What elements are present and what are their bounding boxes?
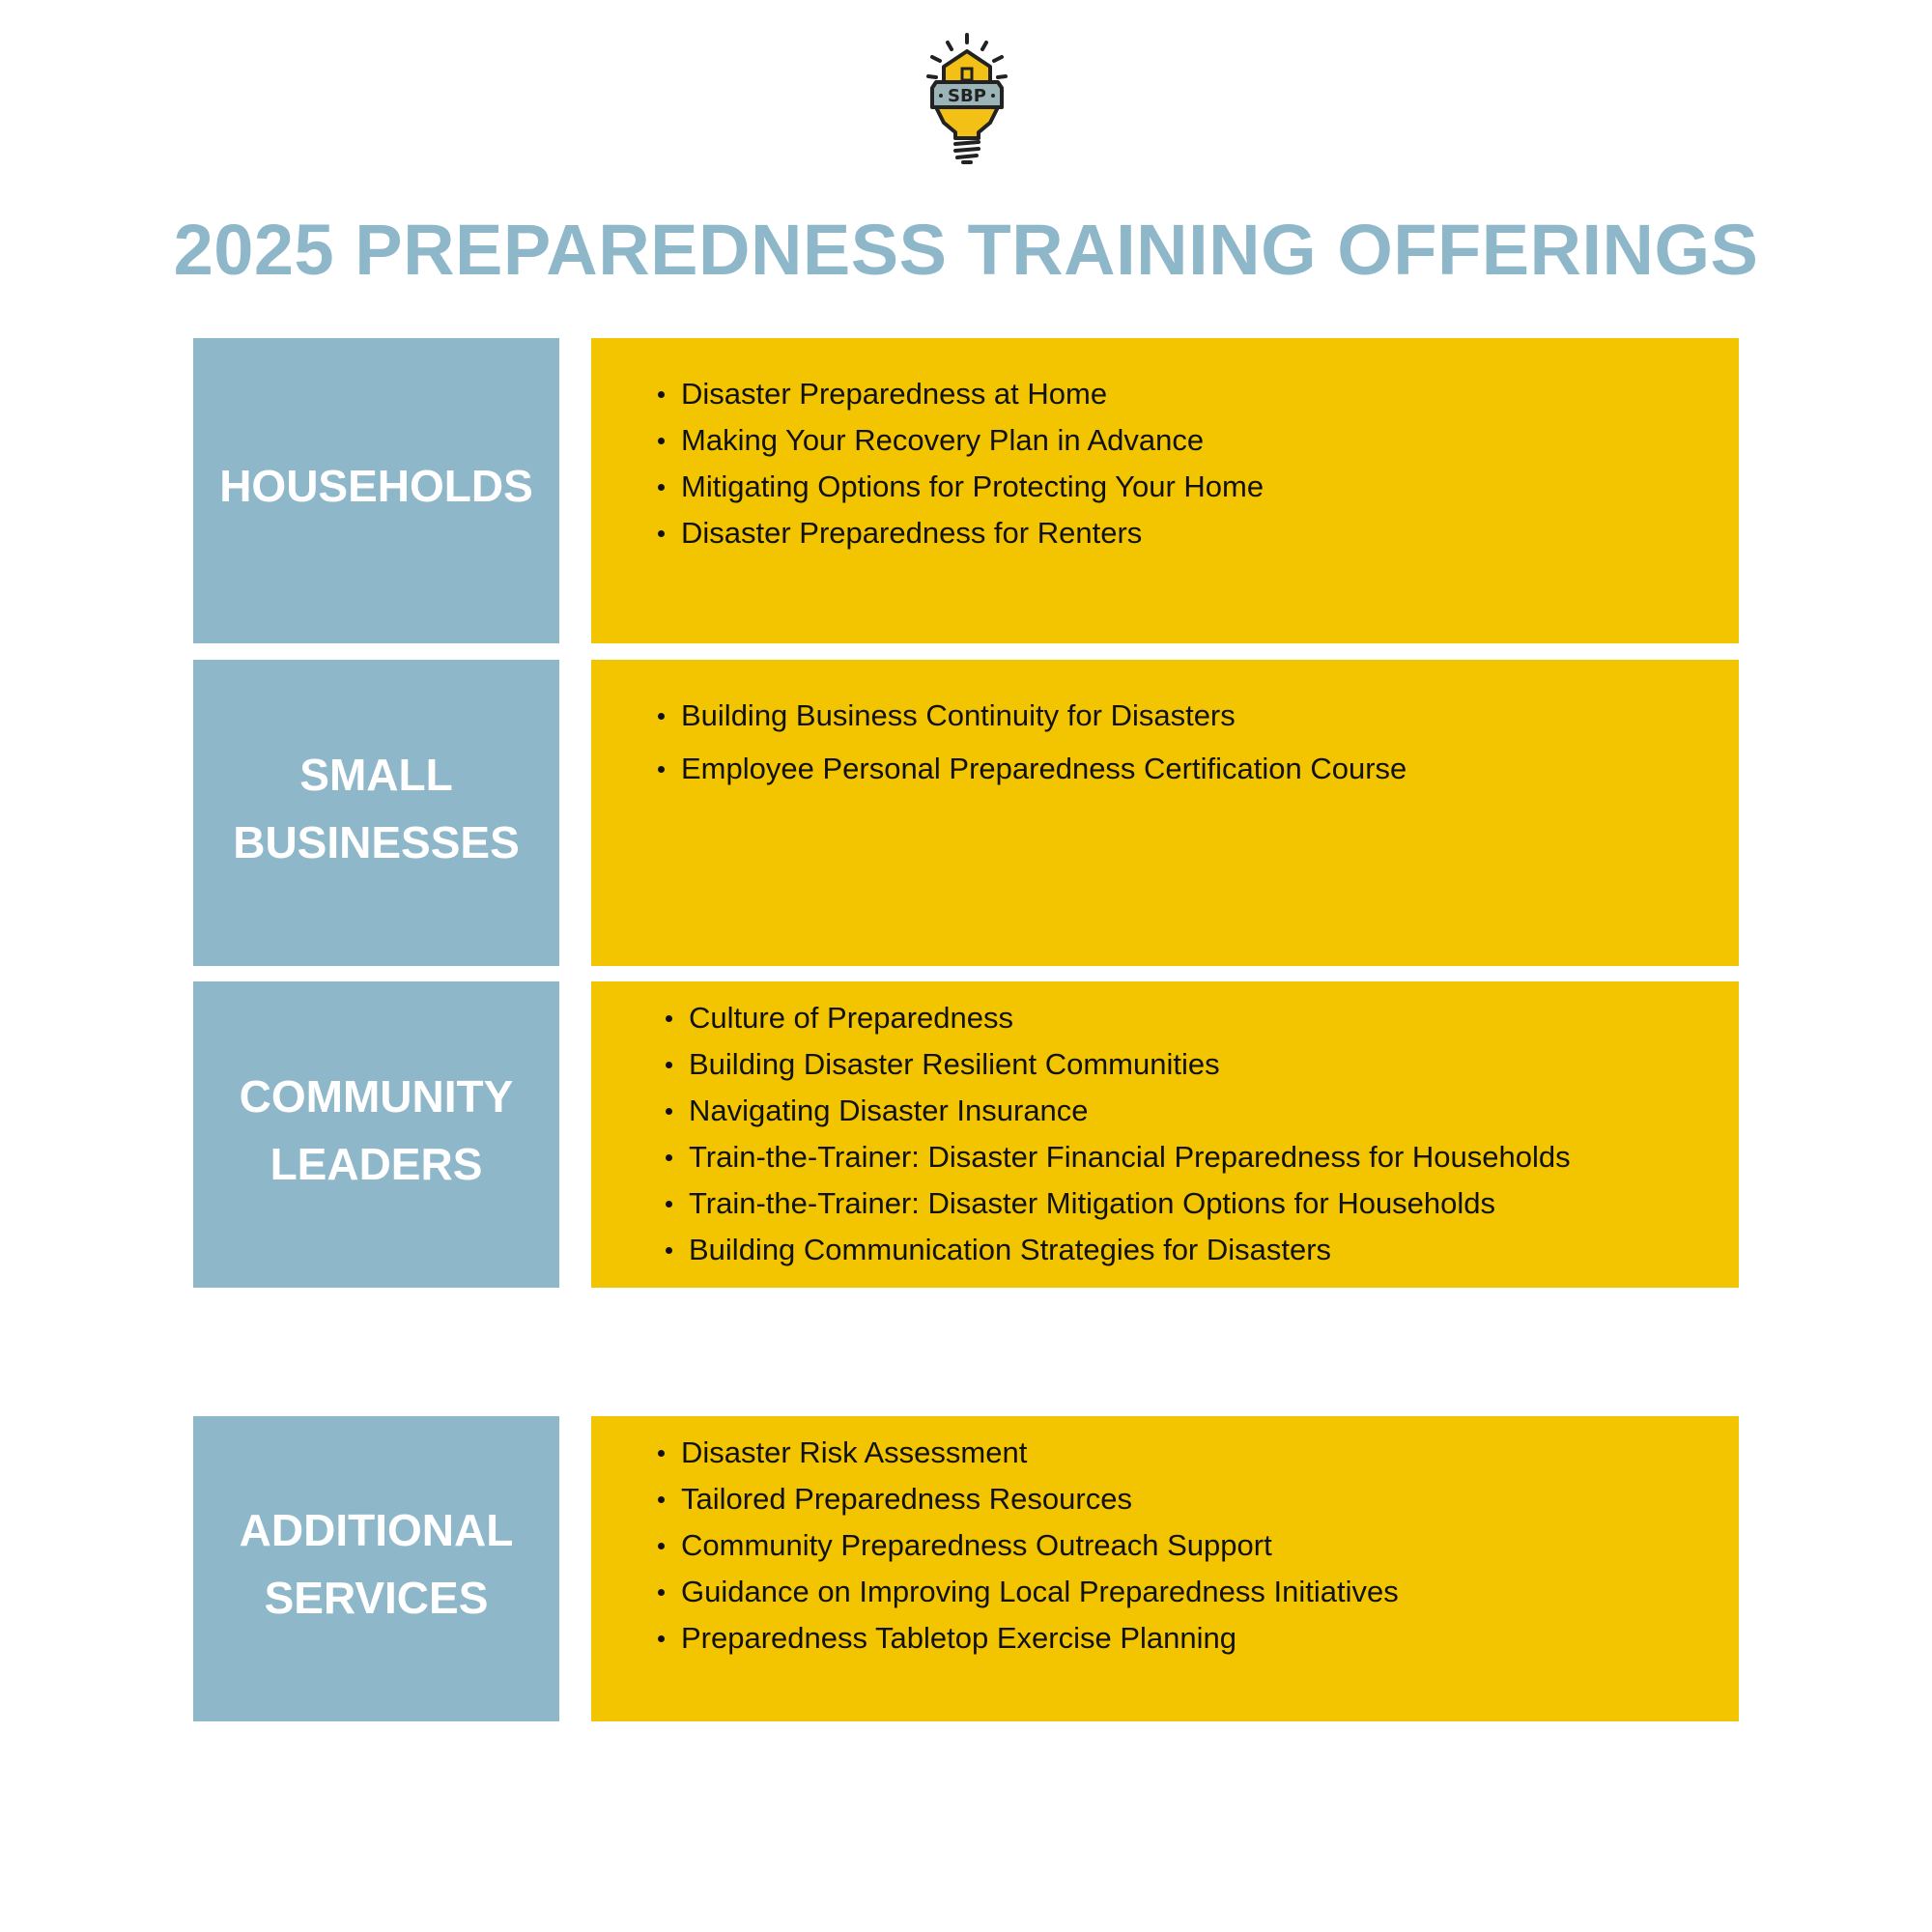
bullet-icon <box>658 438 665 444</box>
list-item: Building Communication Strategies for Disasters <box>630 1227 1739 1273</box>
list-item: Disaster Preparedness for Renters <box>630 510 1739 556</box>
lightbulb-house-icon <box>923 32 1011 165</box>
list-item: Navigating Disaster Insurance <box>630 1088 1739 1134</box>
category-label: SERVICES <box>264 1573 489 1623</box>
community-leaders-offerings-list <box>591 981 1739 1288</box>
category-community-leaders <box>193 981 559 1288</box>
category-households <box>193 338 559 643</box>
list-item: Tailored Preparedness Resources <box>630 1476 1739 1522</box>
bullet-icon <box>658 484 665 491</box>
category-label: BUSINESSES <box>233 816 520 867</box>
list-item: Community Preparedness Outreach Support <box>630 1522 1739 1569</box>
bullet-icon <box>658 530 665 537</box>
bullet-icon <box>658 1450 665 1457</box>
category-label: HOUSEHOLDS <box>219 461 533 511</box>
bullet-icon <box>658 1589 665 1596</box>
bullet-icon <box>658 1635 665 1642</box>
category-small-businesses <box>193 660 559 966</box>
list-item: Train-the-Trainer: Disaster Financial Preparedness for Households <box>630 1134 1739 1180</box>
bullet-icon <box>666 1154 672 1161</box>
bullet-icon <box>666 1201 672 1208</box>
bullet-icon <box>658 1543 665 1549</box>
additional-services-list <box>591 1416 1739 1721</box>
category-label: ADDITIONAL <box>239 1505 514 1555</box>
bullet-icon <box>666 1247 672 1254</box>
list-item: Building Business Continuity for Disasters <box>630 689 1739 742</box>
category-label: COMMUNITY <box>239 1070 514 1122</box>
list-item: Making Your Recovery Plan in Advance <box>630 417 1739 464</box>
bullet-icon <box>658 1496 665 1503</box>
sbp-logo <box>923 32 1011 165</box>
bullet-icon <box>658 391 665 398</box>
list-item: Disaster Preparedness at Home <box>630 371 1739 417</box>
bullet-icon <box>666 1015 672 1022</box>
households-offerings-list <box>591 338 1739 643</box>
small-businesses-offerings-list <box>591 660 1739 966</box>
bullet-icon <box>658 766 665 773</box>
list-item: Disaster Risk Assessment <box>630 1430 1739 1476</box>
svg-text:SBP: SBP <box>948 86 986 106</box>
list-item: Train-the-Trainer: Disaster Mitigation Options for Households <box>630 1180 1739 1227</box>
list-item: Mitigating Options for Protecting Your Home <box>630 464 1739 510</box>
list-item: Preparedness Tabletop Exercise Planning <box>630 1615 1739 1662</box>
list-item: Employee Personal Preparedness Certification Course <box>630 742 1739 795</box>
page-title: 2025 PREPAREDNESS TRAINING OFFERINGS <box>173 210 1759 290</box>
list-item: Building Disaster Resilient Communities <box>630 1041 1739 1088</box>
bullet-icon <box>666 1108 672 1115</box>
category-label: SMALL <box>299 749 453 800</box>
category-additional-services <box>193 1416 559 1721</box>
bullet-icon <box>658 713 665 720</box>
bullet-icon <box>666 1062 672 1068</box>
list-item: Guidance on Improving Local Preparedness Initiatives <box>630 1569 1739 1615</box>
category-label: LEADERS <box>270 1138 483 1189</box>
list-item: Culture of Preparedness <box>630 995 1739 1041</box>
